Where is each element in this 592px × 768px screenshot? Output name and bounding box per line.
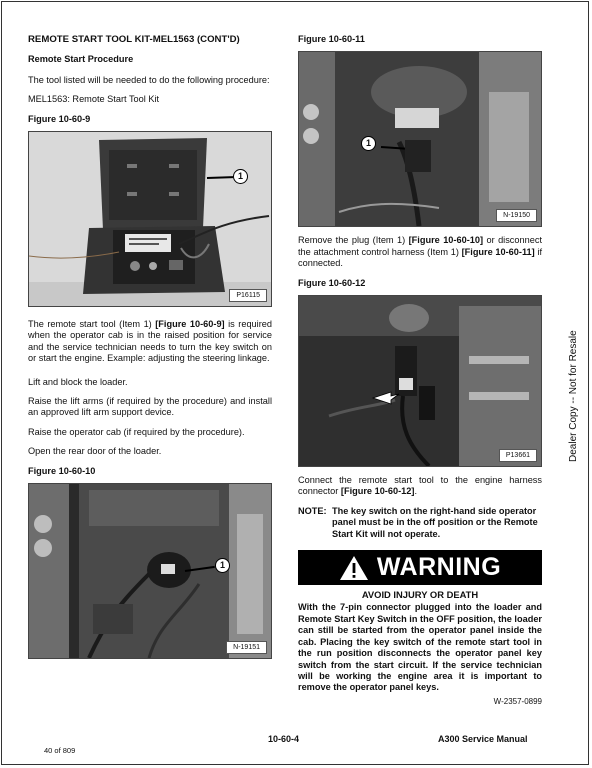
image-id-label: P13661 (499, 449, 537, 462)
figure-12-photo (298, 295, 542, 467)
step-lift-block: Lift and block the loader. (28, 376, 128, 387)
step-raise-lift-arms: Raise the lift arms (if required by the procedure) and install an approved lift arm support device. (28, 396, 272, 418)
note-text: The key switch on the right-hand side operator panel must be in the off position or the Remote Start Kit will not operate. (332, 505, 538, 539)
tool-description: The remote start tool (Item 1) [Figure 10-60-9] is required when the operator cab is in the raised position for service and the service technician needs to turn the key switch on or start the engine. Example: adjusting the steering linkage. (28, 319, 272, 364)
step-raise-cab: Raise the operator cab (if required by the procedure). (28, 426, 245, 437)
figure-11-title: Figure 10-60-11 (298, 34, 365, 44)
figure-9-title: Figure 10-60-9 (28, 113, 91, 124)
left-column (28, 34, 272, 667)
engine-bay-plug-image (29, 484, 271, 658)
note-label: NOTE: (298, 505, 327, 516)
warning-heading: AVOID INJURY OR DEATH (361, 589, 479, 601)
item-1-callout: 1 (215, 558, 230, 573)
connect-tool-step: Connect the remote start tool to the engine harness connector [Figure 10-60-12]. (298, 475, 542, 497)
figure-reference: [Figure 10-60-11] (461, 246, 535, 257)
warning-body: With the 7-pin connector plugged into the loader and Remote Start Key Switch in the OFF position, the loader can still be started from the operator panel inside the cab. Placing the key switch of the remote start tool in the run position disconnects the operator panel key switch from the start circuit. If the service technician will be working the engine area it is important to remove the operator panel keys. (298, 602, 543, 693)
attachment-harness-image (299, 52, 541, 226)
image-id-label: P16115 (229, 289, 267, 302)
figure-reference: [Figure 10-60-12] (340, 486, 415, 497)
remote-start-kit-image (29, 132, 271, 306)
figure-10-title: Figure 10-60-10 (28, 465, 96, 476)
intro-paragraph: The tool listed will be needed to do the following procedure: (28, 74, 270, 85)
item-1-callout: 1 (233, 169, 248, 184)
footer-page-number: 10-60-4 (268, 734, 300, 744)
figure-9-photo (28, 131, 272, 307)
figure-reference: [Figure 10-60-9] (155, 319, 225, 330)
image-id-label: N-19150 (496, 209, 537, 222)
warning-code: W-2357-0899 (493, 696, 542, 706)
image-id-label: N-19151 (226, 641, 267, 654)
footer-page-count: 40 of 809 (44, 746, 76, 755)
engine-harness-connector-image (299, 296, 541, 466)
figure-10-photo (28, 483, 272, 659)
figure-11-photo (298, 51, 542, 227)
step-open-rear-door: Open the rear door of the loader. (28, 446, 162, 457)
right-column (298, 34, 542, 707)
remove-plug-step: Remove the plug (Item 1) [Figure 10-60-10] or disconnect the attachment control harness (Item 1) [Figure 10-60-11] if connected. (298, 235, 542, 269)
warning-triangle-icon (339, 555, 369, 581)
tool-list-item: MEL1563: Remote Start Tool Kit (28, 94, 160, 105)
footer-manual-title: A300 Service Manual (438, 734, 528, 744)
warning-box (298, 550, 542, 707)
item-1-callout: 1 (361, 136, 376, 151)
figure-12-title: Figure 10-60-12 (298, 277, 366, 288)
note-block (298, 506, 542, 540)
figure-reference: [Figure 10-60-10] (408, 235, 484, 246)
warning-title: WARNING (376, 552, 502, 581)
section-heading: REMOTE START TOOL KIT-MEL1563 (CONT'D) (28, 34, 240, 45)
warning-banner (298, 550, 542, 585)
procedure-subheading: Remote Start Procedure (28, 54, 134, 65)
